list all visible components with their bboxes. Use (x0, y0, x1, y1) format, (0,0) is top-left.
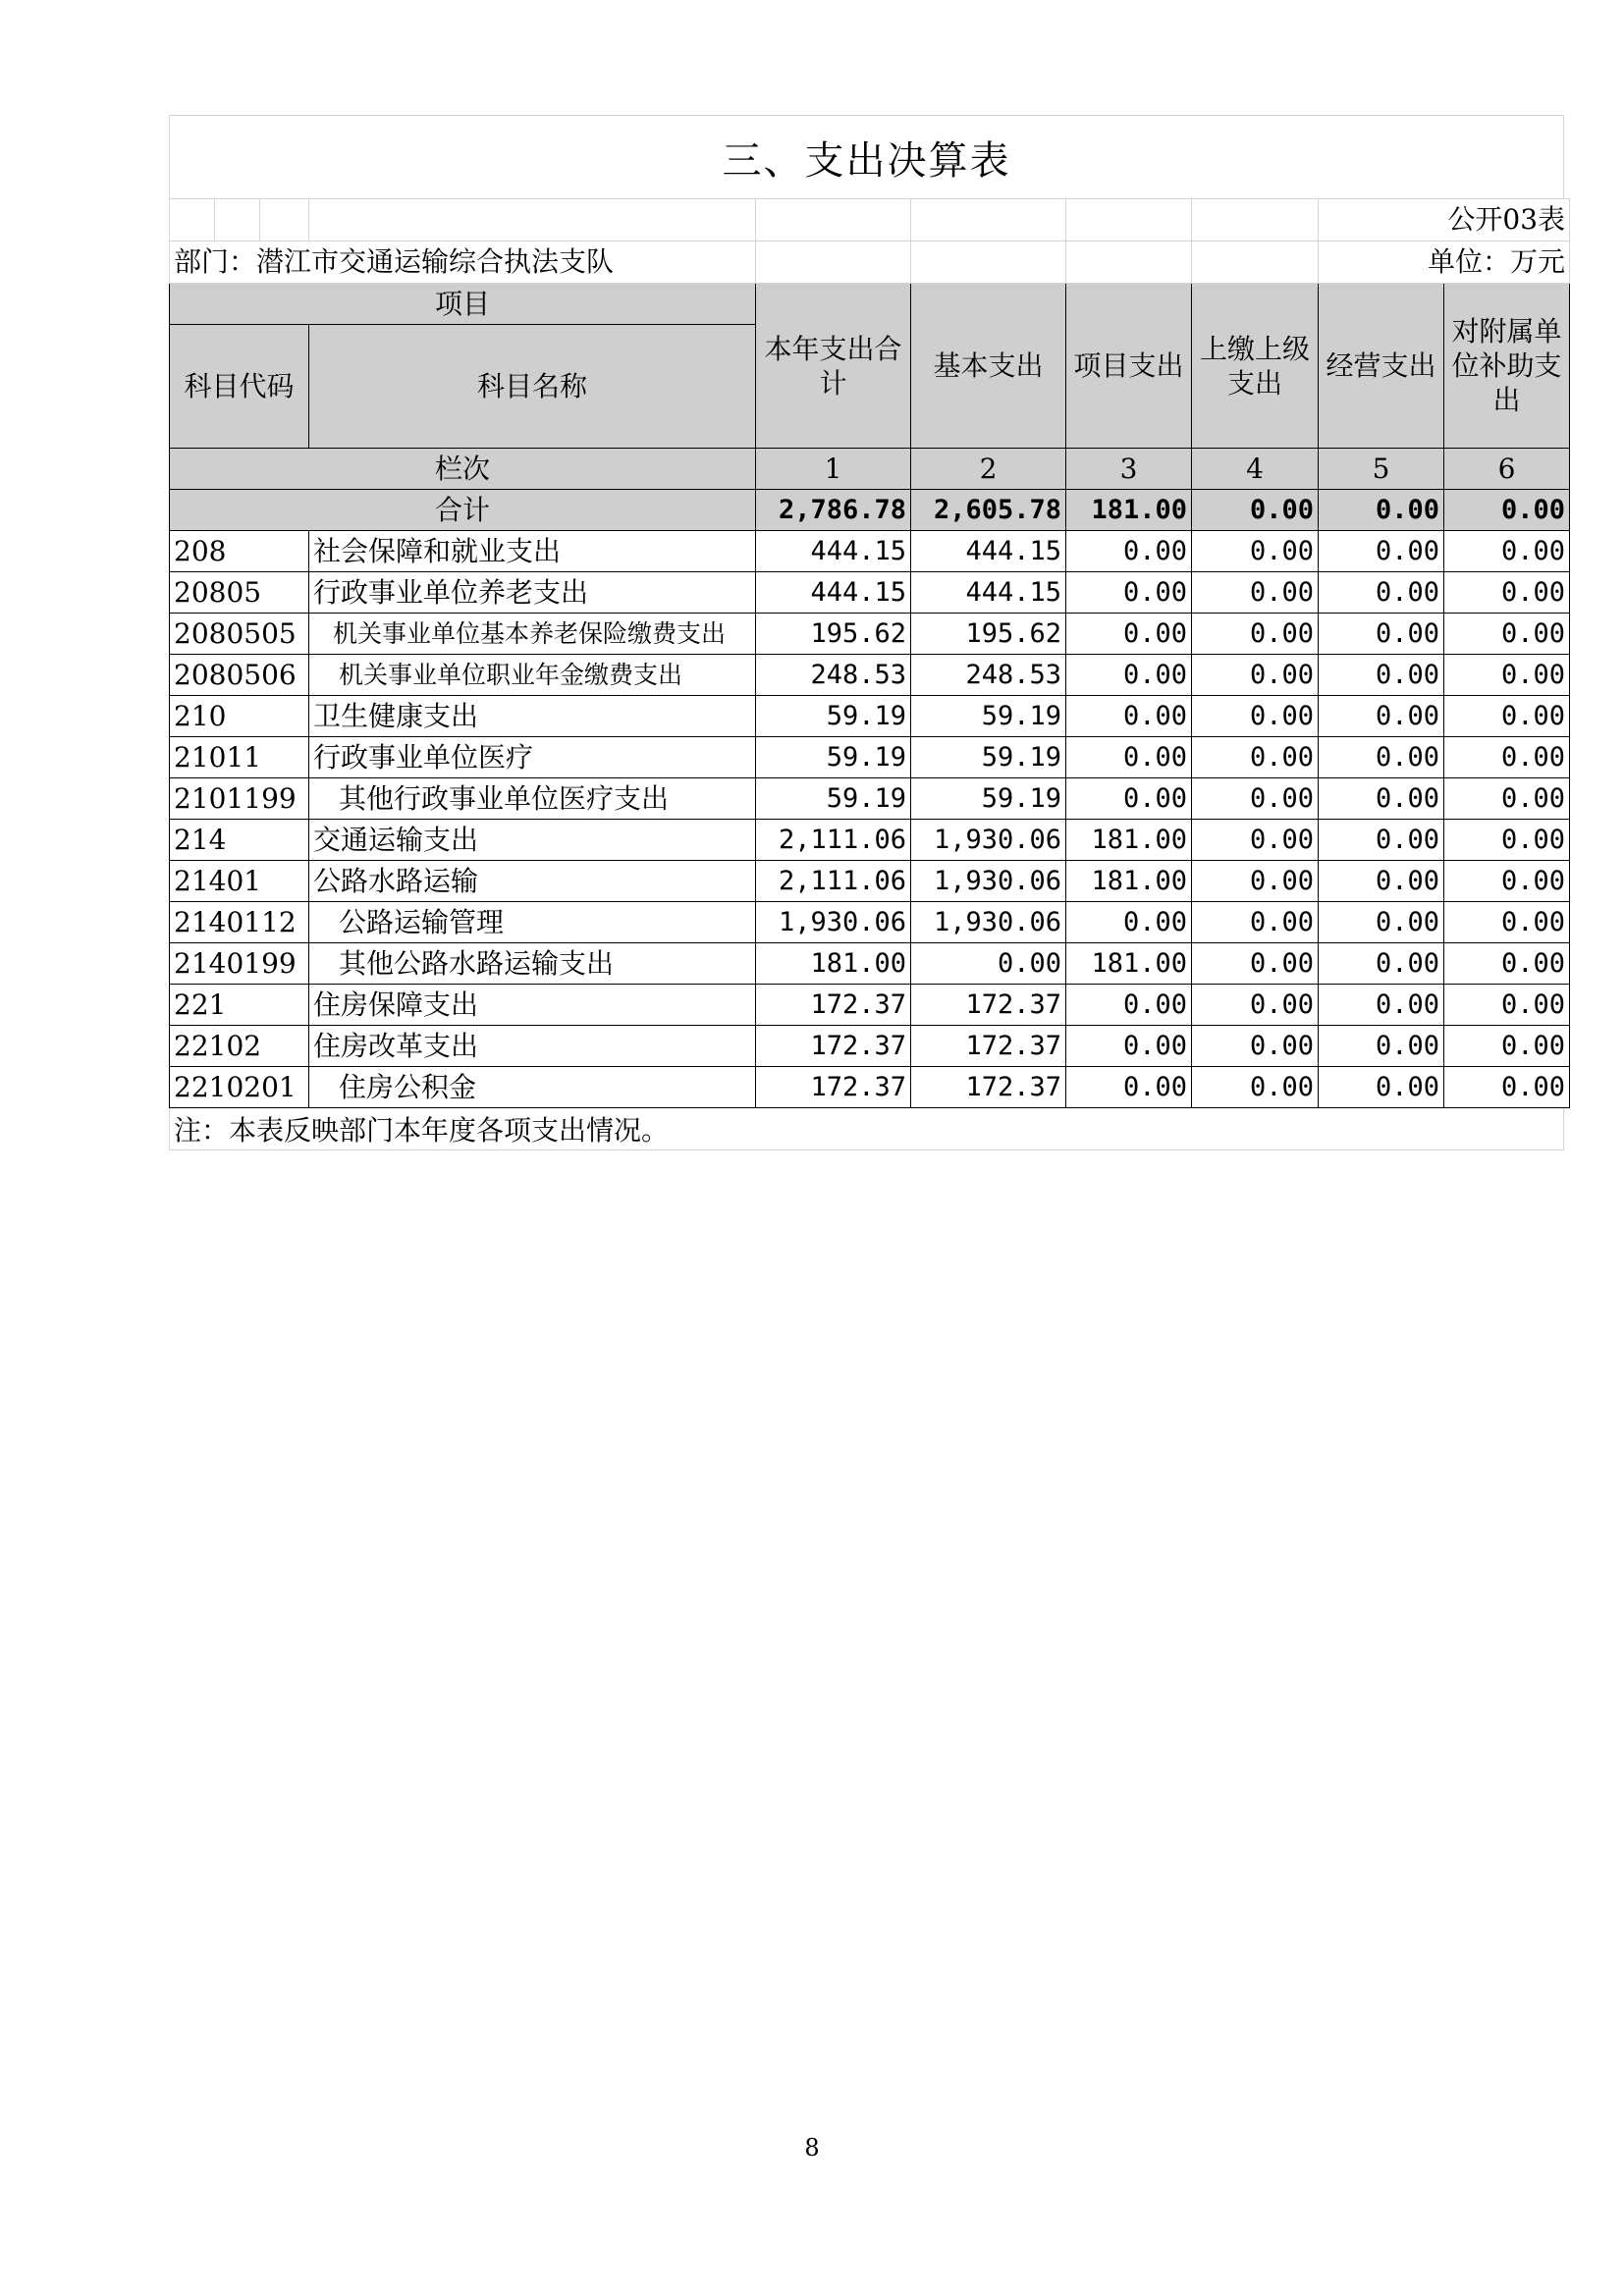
row-value-3: 0.00 (1066, 1067, 1192, 1108)
total-label: 合计 (170, 490, 756, 531)
row-name: 其他公路水路运输支出 (309, 943, 756, 985)
total-value-3: 181.00 (1066, 490, 1192, 531)
row-value-5: 0.00 (1319, 737, 1444, 778)
row-value-4: 0.00 (1192, 902, 1319, 943)
row-name: 住房公积金 (309, 1067, 756, 1108)
row-code: 22102 (170, 1026, 309, 1067)
row-code: 21401 (170, 861, 309, 902)
row-value-3: 0.00 (1066, 696, 1192, 737)
row-value-4: 0.00 (1192, 861, 1319, 902)
column-index-5: 5 (1319, 449, 1444, 490)
row-value-3: 0.00 (1066, 985, 1192, 1026)
row-value-2: 248.53 (911, 655, 1066, 696)
row-name: 其他行政事业单位医疗支出 (309, 778, 756, 820)
row-code: 2210201 (170, 1067, 309, 1108)
row-value-2: 1,930.06 (911, 902, 1066, 943)
row-value-4: 0.00 (1192, 696, 1319, 737)
row-code: 2101199 (170, 778, 309, 820)
total-value-4: 0.00 (1192, 490, 1319, 531)
row-name: 行政事业单位养老支出 (309, 572, 756, 614)
header-col3: 项目支出 (1066, 284, 1192, 449)
row-value-2: 1,930.06 (911, 820, 1066, 861)
row-value-4: 0.00 (1192, 985, 1319, 1026)
table-row (170, 614, 1570, 655)
row-value-6: 0.00 (1444, 902, 1570, 943)
row-value-6: 0.00 (1444, 531, 1570, 572)
column-index-row (170, 449, 1570, 490)
row-value-5: 0.00 (1319, 1067, 1444, 1108)
row-value-1: 2,111.06 (756, 820, 911, 861)
row-name: 公路运输管理 (309, 902, 756, 943)
header-col5: 经营支出 (1319, 284, 1444, 449)
row-value-1: 59.19 (756, 778, 911, 820)
row-code: 2140199 (170, 943, 309, 985)
table-row (170, 1026, 1570, 1067)
row-value-4: 0.00 (1192, 820, 1319, 861)
row-name: 交通运输支出 (309, 820, 756, 861)
table-row (170, 902, 1570, 943)
row-value-3: 0.00 (1066, 902, 1192, 943)
row-value-6: 0.00 (1444, 778, 1570, 820)
table-row (170, 572, 1570, 614)
row-value-5: 0.00 (1319, 985, 1444, 1026)
form-number-row (170, 199, 1570, 241)
row-value-6: 0.00 (1444, 696, 1570, 737)
column-index-4: 4 (1192, 449, 1319, 490)
row-value-5: 0.00 (1319, 943, 1444, 985)
row-value-6: 0.00 (1444, 861, 1570, 902)
department-row (170, 241, 1570, 284)
expenditure-table (169, 198, 1570, 1108)
expenditure-sheet (169, 115, 1564, 1150)
row-value-4: 0.00 (1192, 1067, 1319, 1108)
row-value-1: 181.00 (756, 943, 911, 985)
row-value-1: 172.37 (756, 1026, 911, 1067)
page-number: 8 (804, 2134, 820, 2162)
row-value-2: 172.37 (911, 1067, 1066, 1108)
row-value-3: 0.00 (1066, 531, 1192, 572)
row-value-3: 181.00 (1066, 820, 1192, 861)
row-value-6: 0.00 (1444, 614, 1570, 655)
total-value-2: 2,605.78 (911, 490, 1066, 531)
table-title: 三、支出决算表 (169, 115, 1564, 198)
row-value-5: 0.00 (1319, 778, 1444, 820)
table-row (170, 1067, 1570, 1108)
row-value-6: 0.00 (1444, 737, 1570, 778)
row-value-5: 0.00 (1319, 531, 1444, 572)
row-value-1: 195.62 (756, 614, 911, 655)
row-value-1: 172.37 (756, 1067, 911, 1108)
row-value-1: 444.15 (756, 572, 911, 614)
column-index-label: 栏次 (170, 449, 756, 490)
row-value-2: 1,930.06 (911, 861, 1066, 902)
row-value-3: 181.00 (1066, 861, 1192, 902)
table-row (170, 778, 1570, 820)
row-value-3: 0.00 (1066, 572, 1192, 614)
row-code: 214 (170, 820, 309, 861)
row-value-5: 0.00 (1319, 655, 1444, 696)
column-index-3: 3 (1066, 449, 1192, 490)
row-name: 公路水路运输 (309, 861, 756, 902)
row-value-3: 0.00 (1066, 614, 1192, 655)
row-value-6: 0.00 (1444, 572, 1570, 614)
row-name: 机关事业单位职业年金缴费支出 (309, 655, 756, 696)
header-name: 科目名称 (309, 325, 756, 449)
column-index-2: 2 (911, 449, 1066, 490)
column-index-1: 1 (756, 449, 911, 490)
total-value-5: 0.00 (1319, 490, 1444, 531)
row-value-2: 195.62 (911, 614, 1066, 655)
table-row (170, 531, 1570, 572)
row-code: 2140112 (170, 902, 309, 943)
header-col4: 上缴上级支出 (1192, 284, 1319, 449)
row-code: 2080505 (170, 614, 309, 655)
row-value-3: 181.00 (1066, 943, 1192, 985)
form-number: 公开03表 (1319, 199, 1570, 241)
header-item: 项目 (170, 284, 756, 325)
header-col1: 本年支出合计 (756, 284, 911, 449)
row-value-1: 2,111.06 (756, 861, 911, 902)
row-code: 221 (170, 985, 309, 1026)
row-value-2: 172.37 (911, 985, 1066, 1026)
table-row (170, 655, 1570, 696)
row-code: 2080506 (170, 655, 309, 696)
row-code: 20805 (170, 572, 309, 614)
table-row (170, 820, 1570, 861)
row-name: 机关事业单位基本养老保险缴费支出 (309, 614, 756, 655)
row-value-1: 444.15 (756, 531, 911, 572)
row-name: 住房改革支出 (309, 1026, 756, 1067)
row-value-2: 59.19 (911, 696, 1066, 737)
header-col6: 对附属单位补助支出 (1444, 284, 1570, 449)
row-name: 行政事业单位医疗 (309, 737, 756, 778)
row-value-3: 0.00 (1066, 778, 1192, 820)
header-row-1 (170, 284, 1570, 325)
header-code: 科目代码 (170, 325, 309, 449)
table-row (170, 861, 1570, 902)
row-value-6: 0.00 (1444, 1026, 1570, 1067)
row-value-5: 0.00 (1319, 1026, 1444, 1067)
row-value-2: 0.00 (911, 943, 1066, 985)
department-label: 部门：潜江市交通运输综合执法支队 (170, 241, 756, 284)
row-value-3: 0.00 (1066, 655, 1192, 696)
header-col2: 基本支出 (911, 284, 1066, 449)
row-value-4: 0.00 (1192, 737, 1319, 778)
row-value-6: 0.00 (1444, 820, 1570, 861)
total-value-6: 0.00 (1444, 490, 1570, 531)
total-value-1: 2,786.78 (756, 490, 911, 531)
total-row (170, 490, 1570, 531)
row-value-2: 59.19 (911, 737, 1066, 778)
row-value-5: 0.00 (1319, 861, 1444, 902)
table-row (170, 985, 1570, 1026)
row-value-3: 0.00 (1066, 737, 1192, 778)
row-code: 208 (170, 531, 309, 572)
row-value-5: 0.00 (1319, 902, 1444, 943)
row-value-6: 0.00 (1444, 1067, 1570, 1108)
table-row (170, 943, 1570, 985)
row-value-4: 0.00 (1192, 572, 1319, 614)
row-value-6: 0.00 (1444, 655, 1570, 696)
row-value-5: 0.00 (1319, 572, 1444, 614)
row-value-5: 0.00 (1319, 820, 1444, 861)
row-value-1: 59.19 (756, 696, 911, 737)
row-value-5: 0.00 (1319, 696, 1444, 737)
row-value-4: 0.00 (1192, 614, 1319, 655)
row-value-5: 0.00 (1319, 614, 1444, 655)
row-name: 卫生健康支出 (309, 696, 756, 737)
row-value-1: 1,930.06 (756, 902, 911, 943)
row-name: 社会保障和就业支出 (309, 531, 756, 572)
table-row (170, 696, 1570, 737)
row-value-4: 0.00 (1192, 778, 1319, 820)
row-code: 21011 (170, 737, 309, 778)
row-value-2: 444.15 (911, 572, 1066, 614)
row-value-4: 0.00 (1192, 655, 1319, 696)
row-value-1: 59.19 (756, 737, 911, 778)
row-code: 210 (170, 696, 309, 737)
row-value-6: 0.00 (1444, 985, 1570, 1026)
row-name: 住房保障支出 (309, 985, 756, 1026)
row-value-1: 172.37 (756, 985, 911, 1026)
row-value-4: 0.00 (1192, 1026, 1319, 1067)
table-note: 注：本表反映部门本年度各项支出情况。 (169, 1108, 1564, 1150)
row-value-3: 0.00 (1066, 1026, 1192, 1067)
table-row (170, 737, 1570, 778)
row-value-2: 59.19 (911, 778, 1066, 820)
row-value-6: 0.00 (1444, 943, 1570, 985)
row-value-2: 444.15 (911, 531, 1066, 572)
unit-label: 单位：万元 (1319, 241, 1570, 284)
row-value-1: 248.53 (756, 655, 911, 696)
column-index-6: 6 (1444, 449, 1570, 490)
row-value-2: 172.37 (911, 1026, 1066, 1067)
row-value-4: 0.00 (1192, 531, 1319, 572)
row-value-4: 0.00 (1192, 943, 1319, 985)
